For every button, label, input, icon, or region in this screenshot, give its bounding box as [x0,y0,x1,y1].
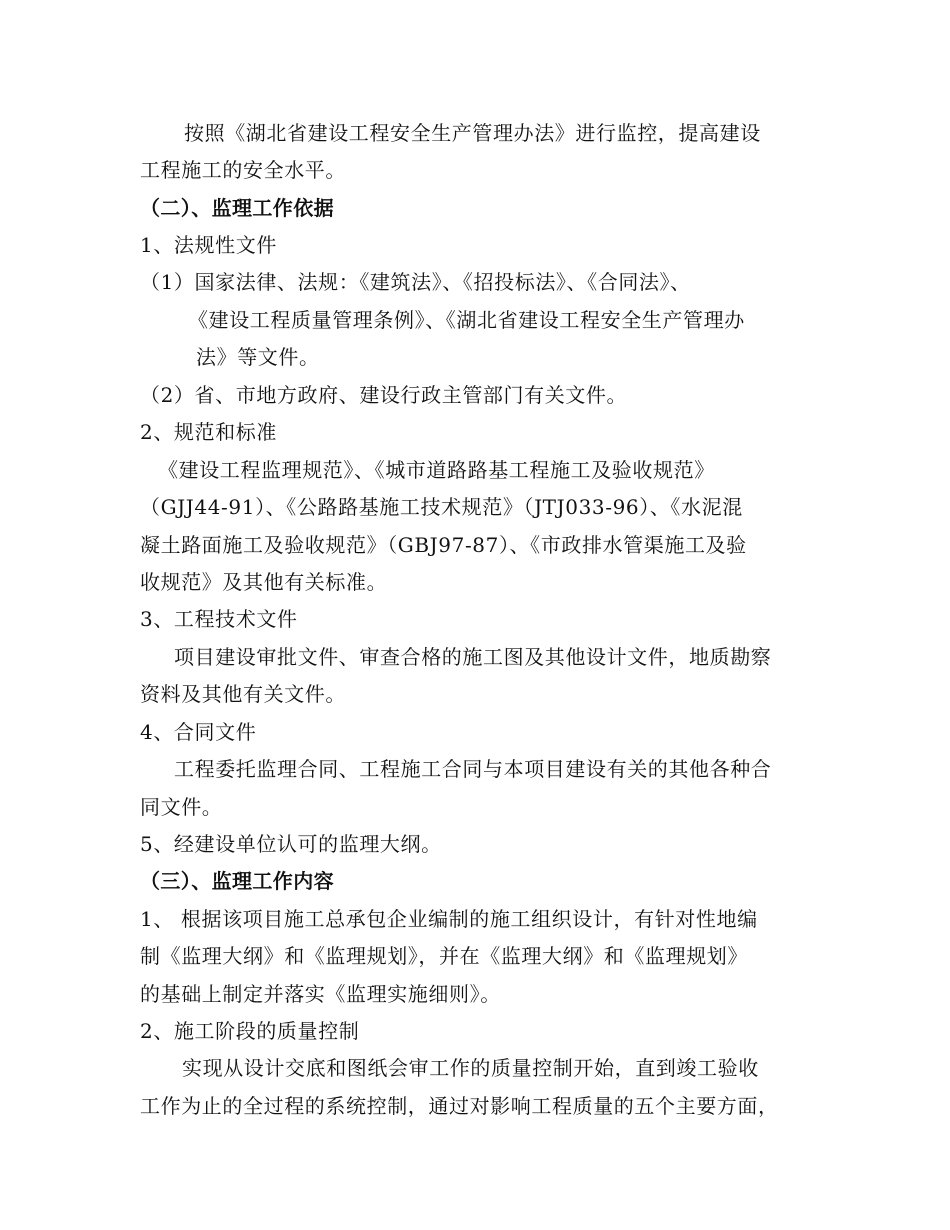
list-item-continuation: 的基础上制定并落实《监理实施细则》。 [140,982,501,1006]
paragraph-line: 工程委托监理合同、工程施工合同与本项目建设有关的其他各种合 [174,757,772,781]
list-item: （2）省、市地方政府、建设行政主管部门有关文件。 [140,383,628,407]
paragraph-line: 凝土路面施工及验收规范》（GBJ97-87）、《市政排水管渠施工及验 [140,533,747,557]
paragraph-line: 资料及其他有关文件。 [140,682,346,706]
subheading: 2、施工阶段的质量控制 [140,1019,360,1043]
section-heading: （三）、监理工作内容 [140,869,334,893]
paragraph-line: 项目建设审批文件、审查合格的施工图及其他设计文件，地质勘察 [174,645,772,669]
paragraph-line: 收规范》及其他有关标准。 [140,570,388,594]
subheading: 2、规范和标准 [140,420,277,444]
list-item-continuation: 制《监理大纲》和《监理规划》，并在《监理大纲》和《监理规划》 [140,944,748,968]
paragraph-line: 同文件。 [140,795,223,819]
paragraph-line: 工作为止的全过程的系统控制，通过对影响工程质量的五个主要方面， [140,1094,779,1118]
paragraph-line: 工程施工的安全水平。 [140,158,346,182]
list-item: 1、 根据该项目施工总承包企业编制的施工组织设计，有针对性地编 [140,907,758,931]
subheading: 5、经建设单位认可的监理大纲。 [140,832,442,856]
list-item-continuation: 《建设工程质量管理条例》、《湖北省建设工程安全生产管理办 [188,308,745,332]
paragraph-line: 《建设工程监理规范》、《城市道路路基工程施工及验收规范》 [158,458,715,482]
list-item: （1）国家法律、法规：《建筑法》、《招投标法》、《合同法》、 [140,270,691,294]
subheading: 3、工程技术文件 [140,607,298,631]
subheading: 4、合同文件 [140,720,257,744]
paragraph-line: 按照《湖北省建设工程安全生产管理办法》进行监控，提高建设 [184,121,761,145]
paragraph-line: 实现从设计交底和图纸会审工作的质量控制开始，直到竣工验收 [182,1056,759,1080]
paragraph-line: （GJJ44-91）、《公路路基施工技术规范》（JTJ033-96）、《水泥混 [140,495,743,519]
subheading: 1、法规性文件 [140,233,277,257]
section-heading: （二）、监理工作依据 [140,196,334,220]
list-item-continuation: 法》等文件。 [196,345,320,369]
